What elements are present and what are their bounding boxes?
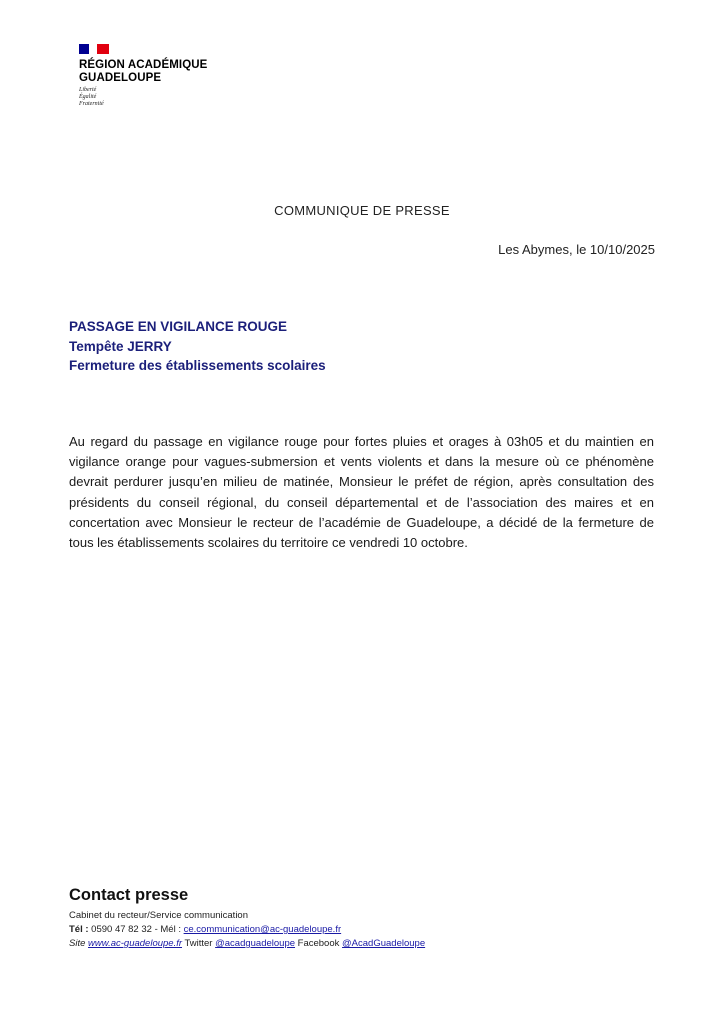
headline-line-1: PASSAGE EN VIGILANCE ROUGE [69, 319, 288, 334]
institution-logo [79, 44, 239, 108]
headline [69, 317, 326, 376]
body-paragraph: Au regard du passage en vigilance rouge pour fortes pluies et orages à 03h05 et du maintien en vigilance orange pour vagues-submersion et vents violents et dans la mesure où ce phénomène devrait perdurer jusqu’en milieu de matinée, Monsieur le préfet de région, après consultation des présidents du conseil régional, du conseil départemental et de l’association des maires et en concertation avec Monsieur le recteur de l’académie de Guadeloupe, a décidé de la fermeture de tous les établissements scolaires du territoire ce vendredi 10 octobre. [69, 434, 654, 551]
twitter-label: Twitter [184, 938, 213, 949]
contact-title: Contact presse [69, 886, 189, 904]
motto-fraternite: Fraternité [79, 101, 104, 107]
contact-web-line [69, 937, 669, 951]
headline-line-3: Fermeture des établissements scolaires [69, 358, 326, 373]
site-url: www.ac-guadeloupe.fr [88, 938, 183, 949]
twitter-link[interactable]: @acadguadeloupe [215, 938, 296, 949]
contact-phone-line [69, 923, 669, 937]
brand-line-1: RÉGION ACADÉMIQUE [79, 59, 208, 71]
document-type: COMMUNIQUE DE PRESSE [274, 203, 450, 218]
tel-label: Tél : [69, 924, 89, 935]
facebook-link[interactable]: @AcadGuadeloupe [342, 938, 426, 949]
brand-name [79, 59, 239, 84]
tel-value: 0590 47 82 32 - Mél : [91, 924, 181, 935]
motto [79, 87, 239, 108]
contact-block [69, 886, 669, 951]
marianne-flag-icon [79, 44, 109, 54]
brand-line-2: GUADELOUPE [79, 71, 162, 84]
motto-liberte: Liberté [79, 87, 97, 93]
site-link[interactable] [88, 938, 182, 949]
site-label: Site [69, 938, 86, 949]
email-link[interactable]: ce.communication@ac-guadeloupe.fr [183, 924, 342, 935]
dateline: Les Abymes, le 10/10/2025 [498, 242, 655, 257]
facebook-label: Facebook [297, 938, 340, 949]
motto-egalite: Égalité [79, 94, 97, 100]
headline-line-2: Tempête JERRY [69, 338, 172, 354]
contact-service: Cabinet du recteur/Service communication [69, 910, 249, 921]
